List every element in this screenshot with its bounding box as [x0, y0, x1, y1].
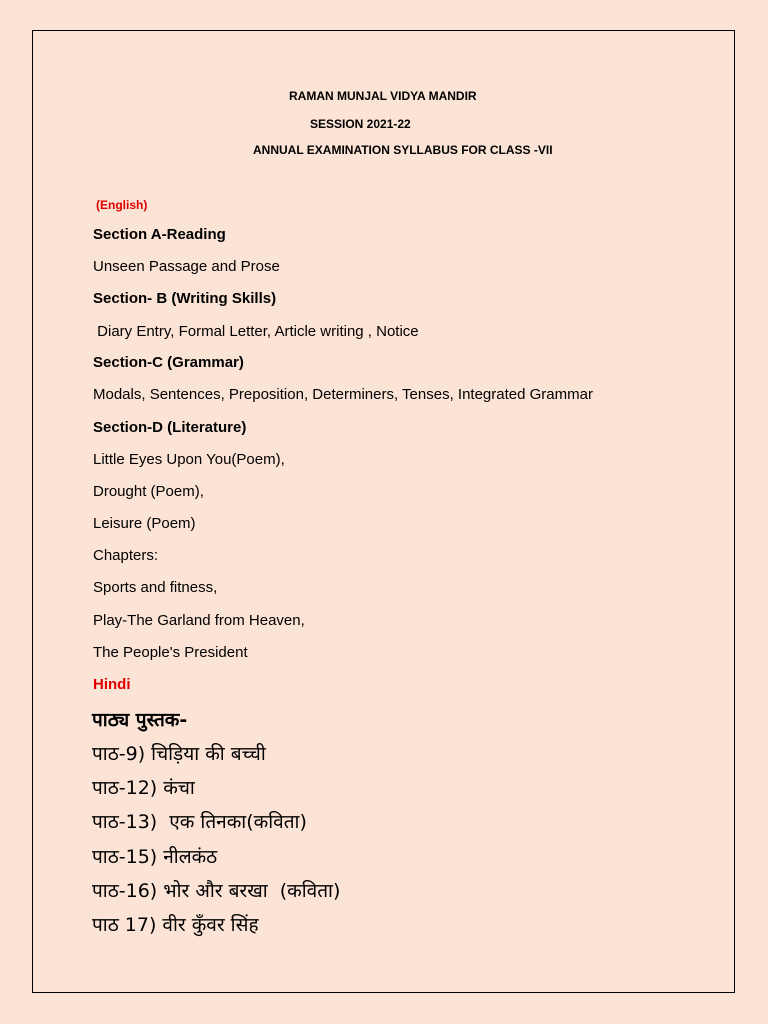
hindi-lesson: पाठ 17) वीर कुँवर सिंह: [92, 914, 259, 936]
exam-title: ANNUAL EXAMINATION SYLLABUS FOR CLASS -VII: [253, 143, 553, 157]
section-b-content: Diary Entry, Formal Letter, Article writing , Notice: [93, 323, 419, 340]
section-a-title: Section A-Reading: [93, 226, 226, 243]
section-c-content: Modals, Sentences, Preposition, Determiners, Tenses, Integrated Grammar: [93, 386, 593, 403]
literature-item: Little Eyes Upon You(Poem),: [93, 451, 285, 468]
literature-item: Sports and fitness,: [93, 579, 218, 596]
hindi-textbook-heading: पाठ्य पुस्तक-: [92, 709, 188, 731]
hindi-subject-label: Hindi: [93, 676, 131, 693]
session-label: SESSION 2021-22: [310, 117, 411, 131]
hindi-lesson: पाठ-15) नीलकंठ: [92, 846, 218, 868]
school-name: RAMAN MUNJAL VIDYA MANDIR: [289, 89, 477, 103]
hindi-lesson: पाठ-13) एक तिनका(कविता): [92, 811, 307, 833]
section-a-content: Unseen Passage and Prose: [93, 258, 280, 275]
literature-item: Drought (Poem),: [93, 483, 204, 500]
literature-item: Play-The Garland from Heaven,: [93, 612, 305, 629]
section-b-title: Section- B (Writing Skills): [93, 290, 277, 307]
english-subject-label: (English): [96, 198, 148, 212]
section-c-title: Section-C (Grammar): [93, 354, 244, 371]
literature-item: Leisure (Poem): [93, 515, 196, 532]
hindi-lesson: पाठ-12) कंचा: [92, 777, 195, 799]
literature-item: The People's President: [93, 644, 248, 661]
chapters-label: Chapters:: [93, 547, 159, 564]
hindi-lesson: पाठ-16) भोर और बरखा (कविता): [92, 880, 341, 902]
hindi-lesson: पाठ-9) चिड़िया की बच्ची: [92, 743, 266, 765]
section-d-title: Section-D (Literature): [93, 419, 247, 436]
